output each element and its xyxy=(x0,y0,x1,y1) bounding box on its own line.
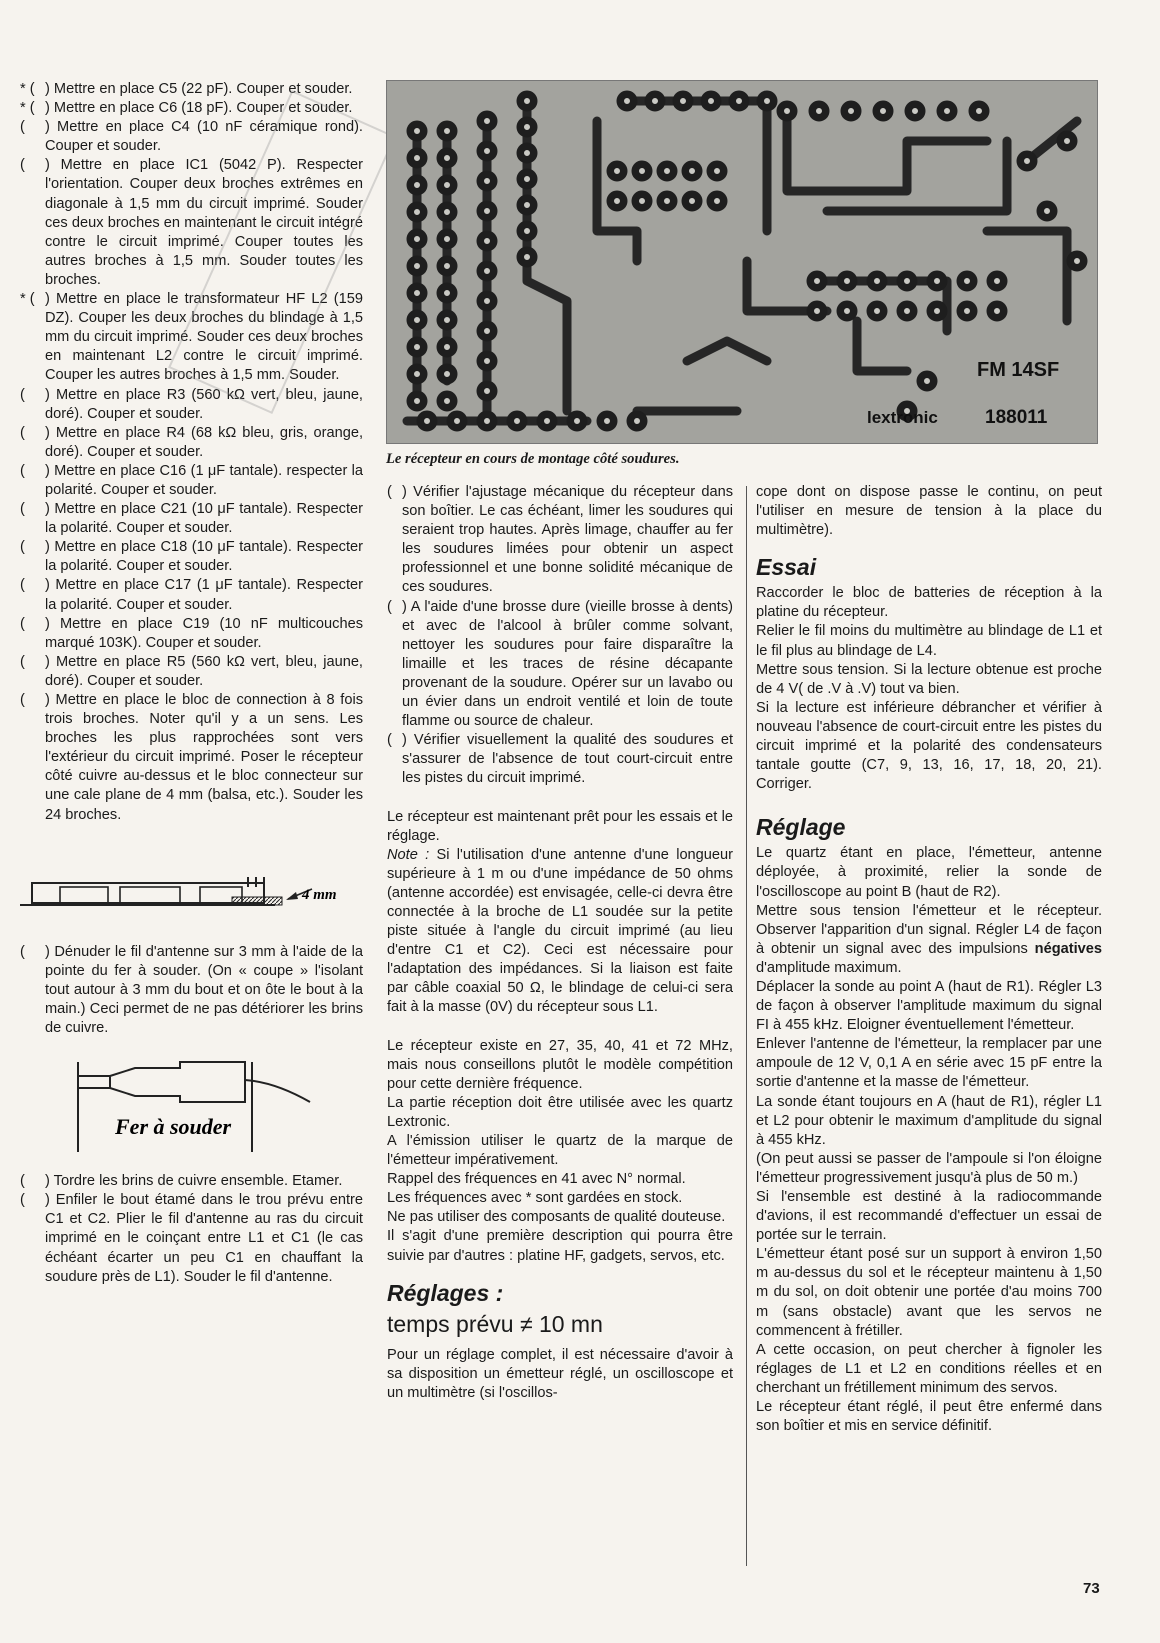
board-number: 188011 xyxy=(985,407,1048,428)
checklist-text: ) Mettre en place C18 (10 μF tantale). Respecter la polarité. Couper et souder. xyxy=(45,539,363,575)
page-number: 73 xyxy=(1083,1580,1100,1597)
pad-hole xyxy=(574,418,581,425)
pad-hole xyxy=(414,344,421,351)
checklist-item xyxy=(20,80,363,99)
pad-hole xyxy=(524,98,531,105)
pad-hole xyxy=(444,317,451,324)
pad-hole xyxy=(714,168,721,175)
paragraph: Les fréquences avec * sont gardées en stock. xyxy=(387,1190,683,1207)
paragraph: Mettre sous tension. Si la lecture obtenue est proche de 4 V( de .V à .V) tout va bien. xyxy=(756,661,1102,697)
paragraph: cope dont on dispose passe le continu, on peut l'utiliser en mesure de tension à la place du multimètre). xyxy=(756,484,1102,539)
checklist-text: ) A l'aide d'une brosse dure (vieille brosse à dents) et avec de l'alcool à brûler comme solvant, nettoyer les soudures pour faire disparaître la limaille et les traces de résine décapante provenant de la soudure. Opérer sur un lavabo ou un évier dans un endroit ventilé et loin de toute flamme ou source de chaleur. xyxy=(402,598,733,730)
checklist-text: ) Mettre en place IC1 (5042 P). Respecter l'orientation. Couper deux broches extrêmes en diagonale à 1,5 mm du circuit imprimé. Souder ces deux broches en maintenant le circuit intégré contre le circuit imprimé. Couper toutes les autres broches à 1,5 mm. Souder toutes les broches. xyxy=(45,157,363,288)
checklist-item xyxy=(20,500,363,538)
checklist-text: ) Vérifier l'ajustage mécanique du récepteur dans son boîtier. Le cas échéant, limer les soudures qui seraient trop hautes. Après limage, chauffer au fer les soudures limées pour obtenir un aspect professionnel et une bonne solidité mécanique de ces soudures. xyxy=(402,484,733,596)
pad-hole xyxy=(484,358,491,365)
paragraph: Rappel des fréquences en 41 avec N° normal. xyxy=(387,1171,686,1188)
checklist-item xyxy=(20,386,363,424)
checkbox-mark: ( xyxy=(20,943,25,960)
pad-hole xyxy=(424,418,431,425)
pad-hole xyxy=(414,236,421,243)
checkbox-mark: * ( xyxy=(20,291,35,308)
pad-hole xyxy=(514,418,521,425)
emphasis: négatives xyxy=(1034,940,1102,957)
pad-hole xyxy=(414,371,421,378)
pad-hole xyxy=(444,182,451,189)
paragraph xyxy=(756,902,1102,978)
checklist-text: ) Tordre les brins de cuivre ensemble. Etamer. xyxy=(45,1173,343,1190)
pad-hole xyxy=(874,278,881,285)
checklist-text: ) Mettre en place le bloc de connection à 8 fois trois broches. Noter qu'il y a un sens. Les broches les plus rapprochées sont vers l'extérieur du circuit imprimé. Poser le récepteur côté cuivre au-dessus et le bloc connecteur sur une cale plane de 4 mm (balsa, etc.). Souder les 24 broches. xyxy=(45,692,363,823)
pad-hole xyxy=(414,263,421,270)
pad-hole xyxy=(484,328,491,335)
checklist-text: ) Vérifier visuellement la qualité des soudures et s'assurer de l'absence de tout court-circuit entre les pistes du circuit imprimé. xyxy=(402,732,733,787)
checkbox-mark: ( xyxy=(20,1173,25,1190)
pad-hole xyxy=(874,308,881,315)
pad-hole xyxy=(614,168,621,175)
pad-hole xyxy=(414,398,421,405)
checklist-item xyxy=(387,731,733,788)
pad-hole xyxy=(414,290,421,297)
pad-hole xyxy=(784,108,791,115)
checklist-item xyxy=(20,653,363,691)
text-run: Mettre sous tension l'émetteur et le récepteur. Observer l'apparition d'un signal. Régler L4 de façon à obtenir un signal avec des impulsions xyxy=(756,902,1102,957)
checklist-text: ) Dénuder le fil d'antenne sur 3 mm à l'aide de la pointe du fer à souder. (On « coupe » l'isolant tout autour à 3 mm du bout et on ôte le bout à la main.) Ceci permet de ne pas détériorer les brins de cuivre. xyxy=(45,943,363,1037)
paragraph: La sonde étant toujours en A (haut de R1), régler L1 et L2 pour obtenir le maximum d'amplitude du signal à 455 kHz. xyxy=(756,1093,1102,1148)
section-subheading: temps prévu ≠ 10 mn xyxy=(387,1310,603,1337)
pad-hole xyxy=(444,344,451,351)
column-3 xyxy=(756,483,1102,1436)
checkbox-mark: ( xyxy=(20,692,25,708)
checkbox-mark: ( xyxy=(20,501,25,518)
checklist-text: ) Mettre en place C17 (1 μF tantale). Respecter la polarité. Couper et souder. xyxy=(45,577,363,613)
text-run: d'amplitude maximum. xyxy=(756,959,902,976)
pad-hole xyxy=(934,278,941,285)
paragraph: Raccorder le bloc de batteries de réception à la platine du récepteur. xyxy=(756,585,1102,621)
pad-hole xyxy=(414,209,421,216)
checkbox-mark: * ( xyxy=(20,81,35,97)
pad-hole xyxy=(814,308,821,315)
checklist-text: ) Enfiler le bout étamé dans le trou prévu entre C1 et C2. Plier le fil d'antenne au ras du circuit imprimé en le coinçant entre L1 et C1 (le cas échéant écarter un peu C1 en chauffant la soudure près de L1). Souder le fil d'antenne. xyxy=(45,1192,363,1285)
pad-hole xyxy=(844,278,851,285)
pad-hole xyxy=(848,108,855,115)
paragraph: Si l'ensemble est destiné à la radiocommande d'avions, il est recommandé d'effectuer un essai de portée sur le terrain. xyxy=(756,1189,1102,1244)
checklist-item xyxy=(20,691,363,825)
pad-hole xyxy=(444,263,451,270)
pad-hole xyxy=(484,298,491,305)
checklist-item xyxy=(387,483,733,598)
pad-hole xyxy=(444,371,451,378)
checklist-text: ) Mettre en place C6 (18 pF). Couper et souder. xyxy=(45,100,353,117)
pad-hole xyxy=(924,378,931,385)
checklist-text: ) Mettre en place R4 (68 kΩ bleu, gris, orange, doré). Couper et souder. xyxy=(45,424,363,460)
pad-hole xyxy=(964,278,971,285)
pad-hole xyxy=(524,254,531,261)
paragraph: Enlever l'antenne de l'émetteur, la remplacer par une ampoule de 12 V, 0,1 A en série avec 15 pF entre la sortie d'antenne et la masse de l'émetteur. xyxy=(756,1036,1102,1091)
pad-hole xyxy=(524,228,531,235)
checklist-text: ) Mettre en place R5 (560 kΩ vert, bleu, jaune, doré). Couper et souder. xyxy=(45,653,363,689)
pad-hole xyxy=(934,308,941,315)
checkbox-mark: ( xyxy=(20,119,25,136)
paragraph: A l'émission utiliser le quartz de la marque de l'émetteur impérativement. xyxy=(387,1133,733,1169)
paragraph: (On peut aussi se passer de l'ampoule si l'on éloigne l'émetteur progressivement jusqu'à plus de 50 m.) xyxy=(756,1150,1102,1186)
checklist-item xyxy=(20,1172,363,1191)
note-text: Si l'utilisation d'une antenne d'une longueur supérieure à 1 m ou d'une impédance de 50 ohms (antenne accordée) est envisagée, celle-ci devra être connectée à la broche de L1 soudée sur la petite piste située à l'angle du circuit imprimé (au lieu d'entre C1 et C2). Ceci est nécessaire pour l'adaptation des impédances. Si la liaison est faite par câble coaxial 50 Ω, le blindage de celui-ci sera fait à la masse (0V) du récepteur sous L1. xyxy=(387,846,733,1016)
pad-hole xyxy=(994,278,1001,285)
strip-steps xyxy=(20,943,363,1038)
checklist-text: ) Mettre en place R3 (560 kΩ vert, bleu, jaune, doré). Couper et souder. xyxy=(45,386,363,422)
checkbox-mark: ( xyxy=(20,157,25,174)
paragraph: Le récepteur étant réglé, il peut être enfermé dans son boîtier et mis en service définitif. xyxy=(756,1399,1102,1435)
checkbox-mark: * ( xyxy=(20,100,35,117)
checklist-item xyxy=(20,424,363,462)
pad-hole xyxy=(814,278,821,285)
pad-hole xyxy=(944,108,951,115)
paragraph: Ne pas utiliser des composants de qualité douteuse. xyxy=(387,1209,726,1226)
pad-hole xyxy=(524,202,531,209)
paragraph: Le récepteur existe en 27, 35, 40, 41 et 72 MHz, mais nous conseillons plutôt le modèle compétition pour cette dernière fréquence. xyxy=(387,1037,733,1092)
pad-hole xyxy=(544,418,551,425)
pad-hole xyxy=(484,418,491,425)
section-heading-reglages: Réglages : xyxy=(387,1279,504,1306)
checkbox-mark: ( xyxy=(20,577,25,594)
paragraph: Le quartz étant en place, l'émetteur, antenne déployée, à proximité, relier la sonde de l'oscilloscope au point B (haut de R2). xyxy=(756,845,1102,900)
connector-figure xyxy=(20,839,363,929)
paragraph: Il s'agit d'une première description qui pourra être suivie par d'autres : platine HF, gadgets, servos, etc. xyxy=(387,1228,733,1264)
checklist-text: ) Mettre en place C16 (1 μF tantale). respecter la polarité. Couper et souder. xyxy=(45,462,363,498)
section-heading-reglage: Réglage xyxy=(756,814,846,841)
paragraph: L'émetteur étant posé sur un support à environ 1,50 m au-dessus du sol et le récepteur maintenu à 1,50 m du sol, on doit obtenir une portée d'au moins 700 m (sans obstacle) avant que les servos ne commencent à frétiller. xyxy=(756,1246,1102,1339)
checklist-item xyxy=(387,598,733,732)
checklist-item xyxy=(20,943,363,1038)
board-label: FM 14SF xyxy=(977,359,1060,381)
paragraph: Le récepteur est maintenant prêt pour les essais et le réglage. xyxy=(387,808,733,844)
checklist-item xyxy=(20,1191,363,1286)
pad-hole xyxy=(1074,258,1081,265)
checklist-item xyxy=(20,538,363,576)
pad-hole xyxy=(484,178,491,185)
pad-hole xyxy=(1064,138,1071,145)
pad-hole xyxy=(680,98,687,105)
section-heading-essai: Essai xyxy=(756,554,817,581)
pad-hole xyxy=(689,168,696,175)
pad-hole xyxy=(414,155,421,162)
checklist-text: ) Mettre en place C4 (10 nF céramique rond). Couper et souder. xyxy=(45,119,363,155)
paragraph: A cette occasion, on peut chercher à fignoler les réglages de L1 et L2 en conditions réelles et en cherchant un frétillement minimum des servos. xyxy=(756,1341,1102,1396)
soldering-iron-figure xyxy=(20,1052,363,1162)
pad-hole xyxy=(976,108,983,115)
photo-caption: Le récepteur en cours de montage côté soudures. xyxy=(386,451,680,467)
checklist-item xyxy=(20,576,363,614)
checkbox-mark: ( xyxy=(20,539,25,556)
pad-hole xyxy=(639,168,646,175)
pad-hole xyxy=(816,108,823,115)
column-divider xyxy=(746,486,747,1566)
pad-hole xyxy=(484,388,491,395)
pad-hole xyxy=(414,182,421,189)
pad-hole xyxy=(484,268,491,275)
pad-hole xyxy=(994,308,1001,315)
pad-hole xyxy=(444,155,451,162)
pad-hole xyxy=(880,108,887,115)
checking-steps xyxy=(387,483,733,789)
pad-hole xyxy=(844,308,851,315)
pad-hole xyxy=(484,238,491,245)
pad-hole xyxy=(664,198,671,205)
pad-hole xyxy=(524,176,531,183)
pad-hole xyxy=(689,198,696,205)
pad-hole xyxy=(1024,158,1031,165)
checkbox-mark: ( xyxy=(20,462,25,479)
pad-hole xyxy=(484,118,491,125)
pad-hole xyxy=(634,418,641,425)
checklist-text: ) Mettre en place C19 (10 nF multicouches marqué 103K). Couper et souder. xyxy=(45,615,363,651)
pad-hole xyxy=(1044,208,1051,215)
pad-hole xyxy=(912,108,919,115)
pad-hole xyxy=(664,168,671,175)
pad-hole xyxy=(444,209,451,216)
checkbox-mark: ( xyxy=(20,424,25,441)
pad-hole xyxy=(444,128,451,135)
checkbox-mark: ( xyxy=(387,732,392,749)
pad-hole xyxy=(484,148,491,155)
pad-hole xyxy=(639,198,646,205)
note-label: Note : xyxy=(387,846,430,863)
checklist-item xyxy=(20,462,363,500)
paragraph: Pour un réglage complet, il est nécessaire d'avoir à sa disposition un émetteur réglé, un oscilloscope et un multimètre (si l'oscillos- xyxy=(387,1346,733,1401)
brand-label: lextronic xyxy=(867,408,938,427)
pad-hole xyxy=(708,98,715,105)
pad-hole xyxy=(904,308,911,315)
column-2 xyxy=(387,483,733,1403)
checklist-item xyxy=(20,615,363,653)
pad-hole xyxy=(652,98,659,105)
pad-hole xyxy=(904,278,911,285)
pad-hole xyxy=(444,290,451,297)
iron-label: Fer à souder xyxy=(115,1114,232,1140)
pad-hole xyxy=(414,317,421,324)
checkbox-mark: ( xyxy=(20,386,25,403)
pad-hole xyxy=(624,98,631,105)
pad-hole xyxy=(964,308,971,315)
pad-hole xyxy=(614,198,621,205)
note-paragraph xyxy=(387,846,733,1018)
pad-hole xyxy=(484,208,491,215)
checkbox-mark: ( xyxy=(20,615,25,632)
checkbox-mark: ( xyxy=(387,598,392,615)
checklist-text: ) Mettre en place le transformateur HF L2 (159 DZ). Couper les deux broches du blindage à 1,5 mm du circuit imprimé. Souder ces deux broches en maintenant L2 contre le circuit imprimé. Couper les autres broches à 1,5 mm. Souder. xyxy=(45,291,363,384)
paragraph: Si la lecture est inférieure débrancher et vérifier à nouveau l'absence de court-circuit entre les pistes du circuit imprimé et la polarité des condensateurs tantale goutte (C7, 9, 13, 16, 17, 18, 20, 21). Corriger. xyxy=(756,699,1102,793)
pad-hole xyxy=(444,398,451,405)
paragraph: Déplacer la sonde au point A (haut de R1). Régler L3 de façon à observer l'amplitude maximum du signal FI à 455 kHz. Eloigner éventuellement l'émetteur. xyxy=(756,978,1102,1034)
pad-hole xyxy=(604,418,611,425)
pad-hole xyxy=(524,150,531,157)
paragraph: Relier le fil moins du multimètre au blindage de L1 et le fil plus au blindage de L4. xyxy=(756,623,1102,659)
thickness-label: 4 mm xyxy=(302,886,337,903)
pad-hole xyxy=(524,124,531,131)
pad-hole xyxy=(414,128,421,135)
pad-hole xyxy=(444,236,451,243)
pcb-photo xyxy=(386,80,1098,444)
pad-hole xyxy=(714,198,721,205)
final-steps xyxy=(20,1172,363,1287)
checklist-text: ) Mettre en place C21 (10 μF tantale). Respecter la polarité. Couper et souder. xyxy=(45,501,363,537)
pad-hole xyxy=(454,418,461,425)
checkbox-mark: ( xyxy=(20,1192,25,1209)
checkbox-mark: ( xyxy=(20,653,25,670)
checklist-text: ) Mettre en place C5 (22 pF). Couper et souder. xyxy=(45,81,353,97)
pad-hole xyxy=(764,98,771,105)
checkbox-mark: ( xyxy=(387,484,392,500)
paragraph: La partie réception doit être utilisée avec les quartz Lextronic. xyxy=(387,1094,733,1130)
pad-hole xyxy=(736,98,743,105)
